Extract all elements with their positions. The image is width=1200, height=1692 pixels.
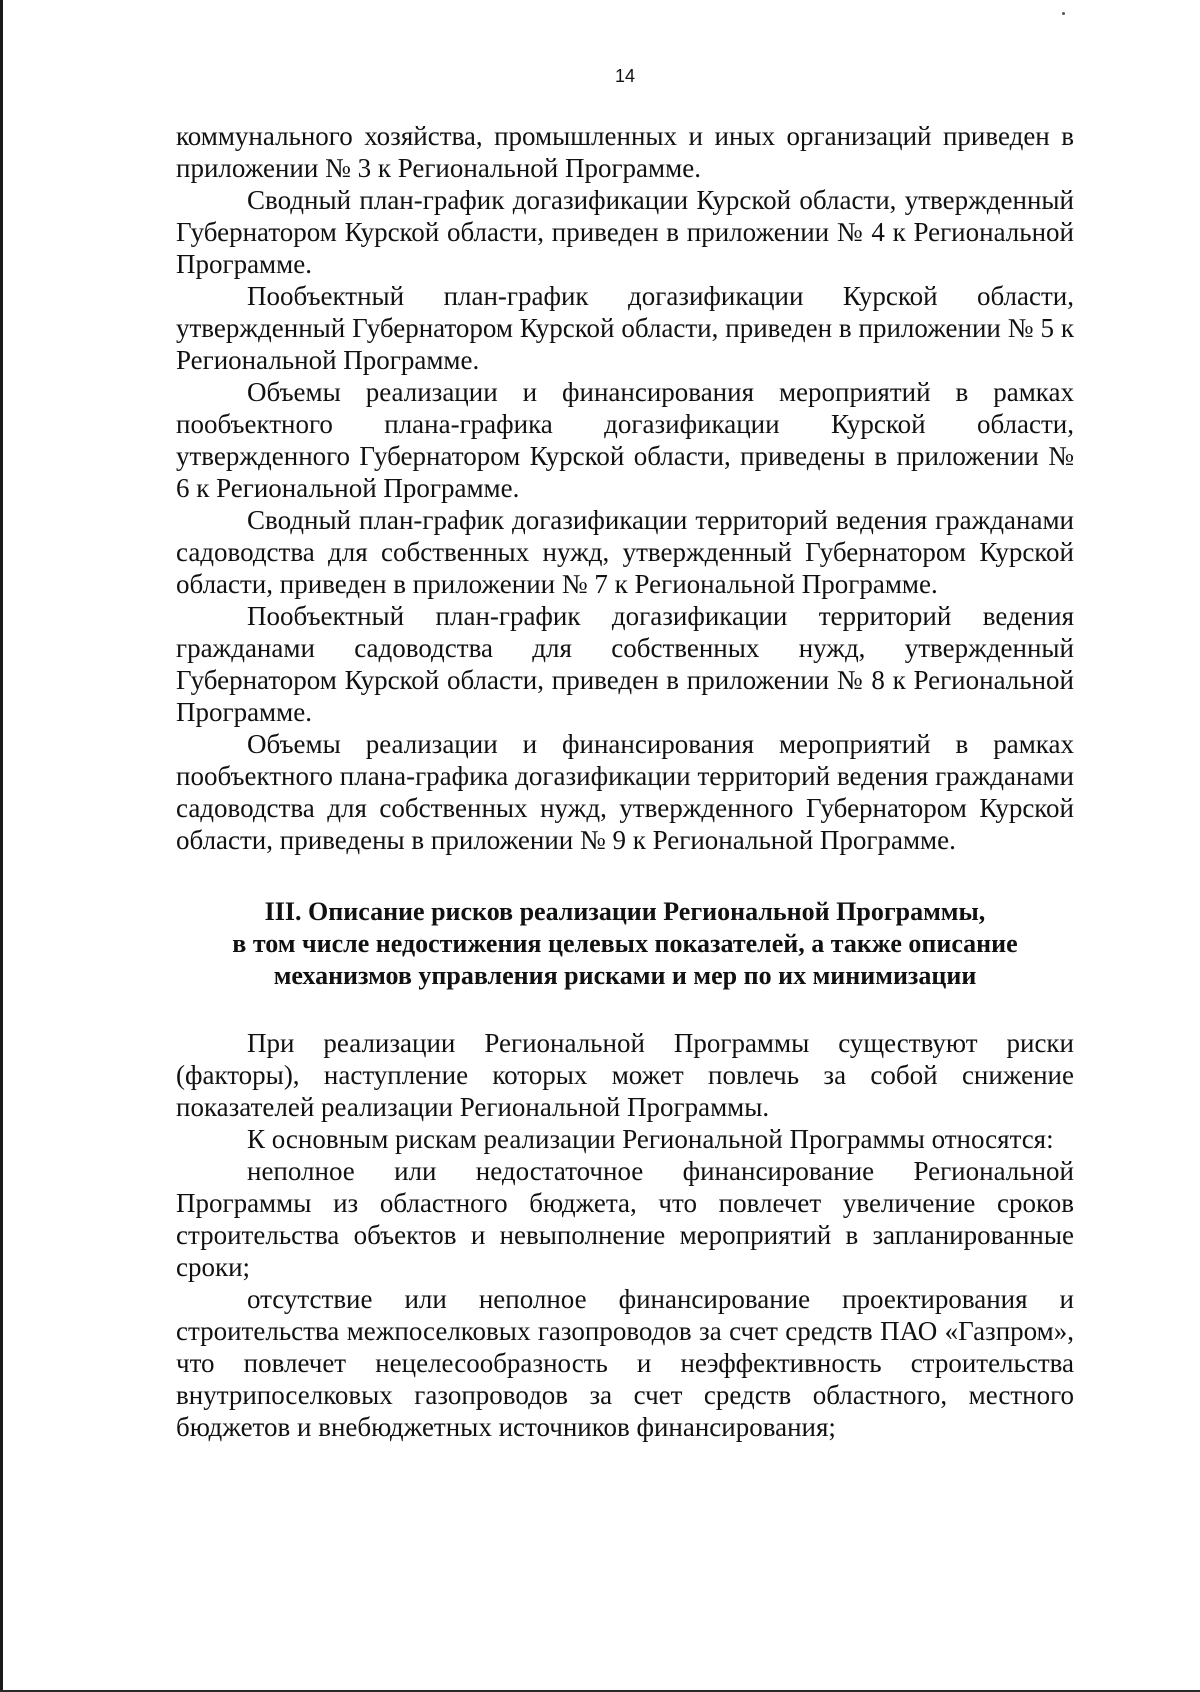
paragraph-appendix-6: Объемы реализации и финансирования мероприятий в рамках пообъектного плана-графика догазификации Курской области, утвержденного Губернатором Курской области, приведены в приложении № 6 к Региональной Программе. [176,377,1074,503]
paragraph-appendix-4: Сводный план-график догазификации Курской области, утвержденный Губернатором Курской области, приведен в приложении № 4 к Региональной Программе. [176,185,1074,279]
page-number: 14 [614,66,636,86]
paragraph-main-risks: К основным рискам реализации Региональной Программы относятся: [247,1124,1054,1154]
section-heading-line: механизмов управления рисками и мер по их минимизации [273,961,977,990]
paragraph-appendix-7: Сводный план-график догазификации территорий ведения гражданами садоводства для собственных нужд, утвержденный Губернатором Курской области, приведен в приложении № 7 к Региональной Программе. [176,505,1074,599]
section-heading-line: в том числе недостижения целевых показателей, а также описание [232,929,1018,958]
scan-speck [1062,12,1065,15]
paragraph-risk-gazprom: отсутствие или неполное финансирование проектирования и строительства межпоселковых газопроводов за счет средств ПАО «Газпром», что повлечет нецелесообразность и неэффективность строительства внутрипоселковых газопроводов за счет средств областного, местного бюджетов и внебюджетных источников финансирования; [176,1284,1074,1442]
paragraph-appendix-9: Объемы реализации и финансирования мероприятий в рамках пообъектного плана-графика догазификации территорий ведения гражданами садоводства для собственных нужд, утвержденного Губернатором Курской области, приведены в приложении № 9 к Региональной Программе. [176,729,1074,855]
paragraph-appendix-3: коммунального хозяйства, промышленных и иных организаций приведен в приложении № 3 к Региональной Программе. [176,121,1074,183]
paragraph-appendix-8: Пообъектный план-график догазификации территорий ведения гражданами садоводства для собственных нужд, утвержденный Губернатором Курской области, приведен в приложении № 8 к Региональной Программе. [176,601,1074,727]
paragraph-risk-budget: неполное или недостаточное финансирование Региональной Программы из областного бюджета, что повлечет увеличение сроков строительства объектов и невыполнение мероприятий в запланированные сроки; [176,1156,1074,1282]
section-heading-line: III. Описание рисков реализации Региональной Программы, [264,897,986,926]
scan-border-left [0,0,3,1692]
document-body [176,120,1074,1443]
section-heading [176,896,1074,992]
paragraph-risks-intro: При реализации Региональной Программы существуют риски (факторы), наступление которых может повлечь за собой снижение показателей реализации Региональной Программы. [176,1028,1074,1122]
paragraph-appendix-5: Пообъектный план-график догазификации Курской области, утвержденный Губернатором Курской области, приведен в приложении № 5 к Региональной Программе. [176,281,1074,375]
